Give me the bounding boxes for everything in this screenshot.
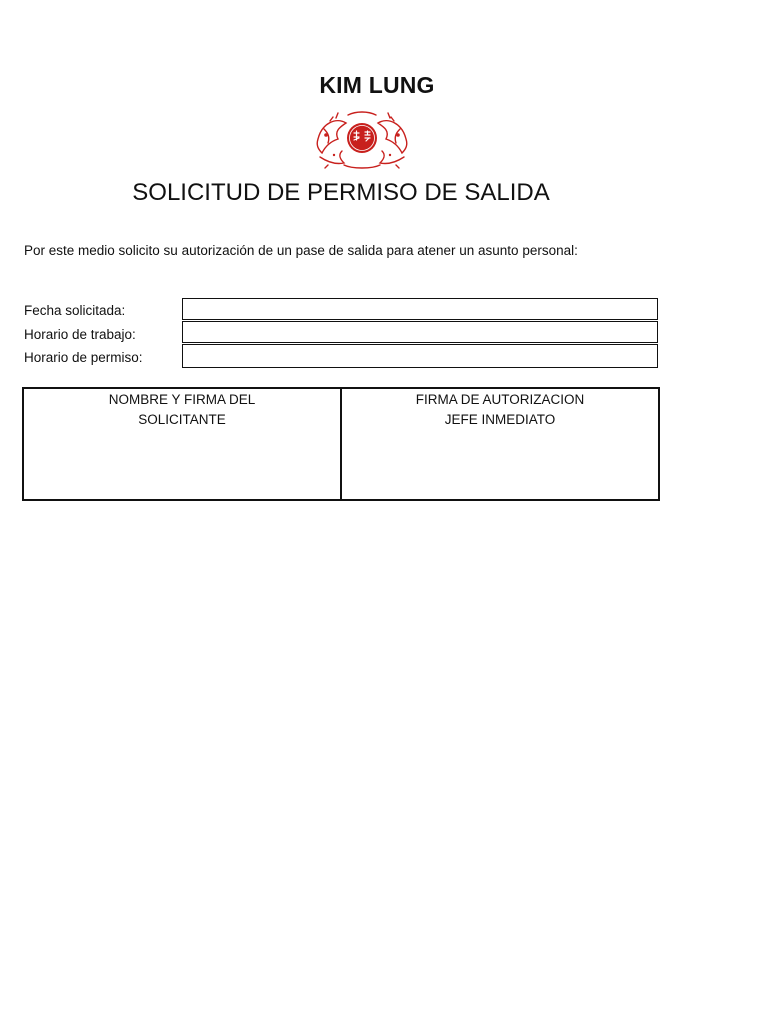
signature-label-line2: SOLICITANTE bbox=[138, 412, 226, 427]
signature-cell-jefe[interactable] bbox=[340, 389, 658, 499]
field-label-horario-permiso: Horario de permiso: bbox=[24, 350, 143, 365]
horario-permiso-input[interactable] bbox=[182, 344, 658, 368]
company-name: KIM LUNG bbox=[319, 72, 435, 98]
signature-label-line1: NOMBRE Y FIRMA DEL bbox=[108, 392, 256, 407]
intro-text: Por este medio solicito su autorización de un pase de salida para atener un asunto personal: bbox=[24, 243, 578, 258]
horario-trabajo-input[interactable] bbox=[182, 321, 658, 343]
signature-cell-solicitante[interactable] bbox=[24, 389, 340, 499]
field-label-fecha: Fecha solicitada: bbox=[24, 303, 126, 318]
signature-table bbox=[22, 387, 660, 501]
field-label-horario-trabajo: Horario de trabajo: bbox=[24, 327, 136, 342]
signature-label-line1: FIRMA DE AUTORIZACION bbox=[415, 392, 585, 407]
fecha-solicitada-input[interactable] bbox=[182, 298, 658, 320]
signature-label-line2: JEFE INMEDIATO bbox=[444, 412, 556, 427]
document-title: SOLICITUD DE PERMISO DE SALIDA bbox=[132, 179, 550, 206]
dragon-seal-logo bbox=[314, 109, 410, 171]
